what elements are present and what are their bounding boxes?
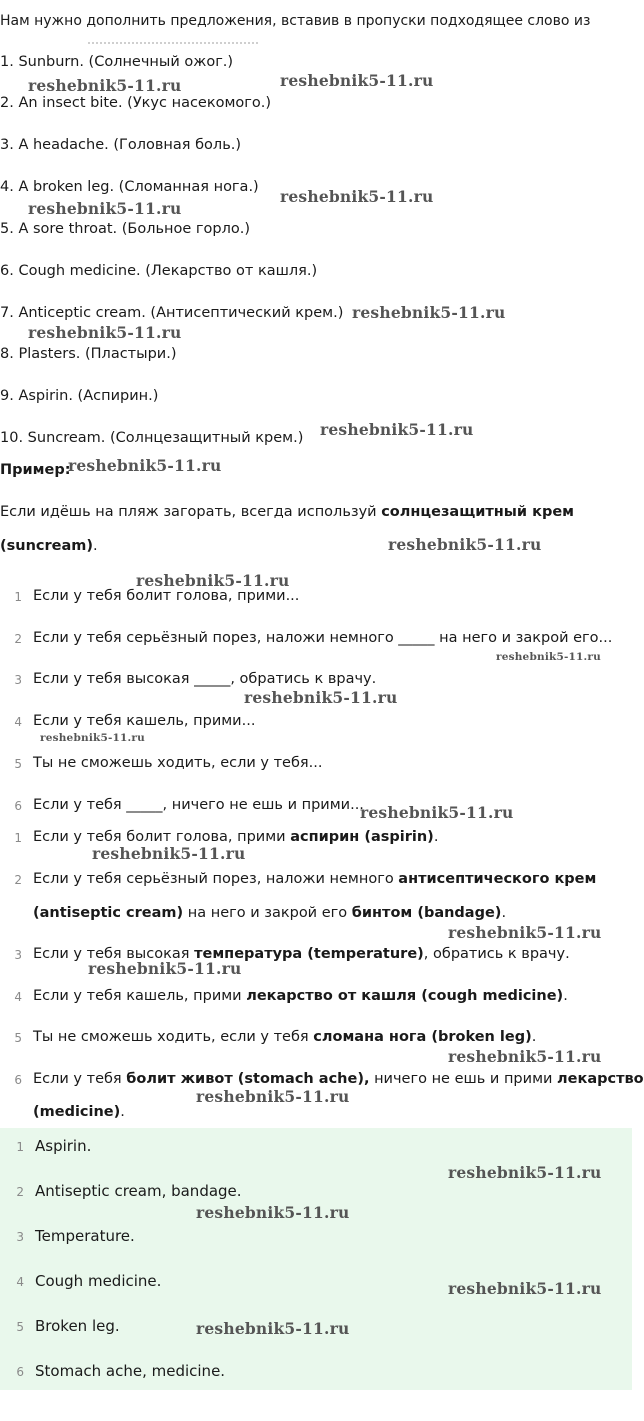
solution-text-cont: (medicine). (33, 1104, 125, 1120)
watermark: reshebnik5-11.ru (68, 456, 222, 475)
task-text: Если у тебя _____, ничего не ешь и прими... (33, 797, 364, 813)
vocab-item: 9. Aspirin. (Аспирин.) (0, 388, 159, 404)
vocab-item: 1. Sunburn. (Солнечный ожог.) (0, 54, 234, 70)
solution-text-cont: (antiseptic cream) на него и закрой его бинтом (bandage). (33, 905, 507, 921)
answer-text: Broken leg. (35, 1317, 120, 1335)
task-text: Если у тебя болит голова, прими... (33, 588, 300, 604)
solution-number: 6 (14, 1073, 22, 1087)
task-number: 2 (14, 632, 22, 646)
solution-number: 2 (14, 873, 22, 887)
vocab-item: 4. A broken leg. (Сломанная нога.) (0, 179, 259, 195)
watermark: reshebnik5-11.ru (196, 1203, 350, 1222)
solution-number: 4 (14, 990, 22, 1004)
solution-text: Если у тебя серьёзный порез, наложи немного антисептического крем (33, 871, 597, 887)
watermark: reshebnik5-11.ru (448, 1279, 602, 1298)
solution-text: Если у тебя болит голова, прими аспирин (aspirin). (33, 829, 439, 845)
vocab-item: 6. Cough medicine. (Лекарство от кашля.) (0, 263, 318, 279)
vocab-item: 2. An insect bite. (Укус насекомого.) (0, 95, 272, 111)
cut-off-line (88, 42, 258, 48)
task-number: 4 (14, 715, 22, 729)
watermark: reshebnik5-11.ru (136, 571, 290, 590)
watermark: reshebnik5-11.ru (28, 199, 182, 218)
example-label: Пример: (0, 462, 71, 478)
watermark: reshebnik5-11.ru (320, 420, 474, 439)
answer-text: Stomach ache, medicine. (35, 1362, 226, 1380)
watermark: reshebnik5-11.ru (360, 803, 514, 822)
task-text: Ты не сможешь ходить, если у тебя... (33, 755, 323, 771)
answer-number: 3 (16, 1230, 24, 1244)
answer-text: Antiseptic cream, bandage. (35, 1182, 242, 1200)
solution-text: Если у тебя высокая температура (temperature), обратись к врачу. (33, 946, 570, 962)
watermark: reshebnik5-11.ru (448, 1047, 602, 1066)
watermark: reshebnik5-11.ru (244, 688, 398, 707)
watermark: reshebnik5-11.ru (352, 303, 506, 322)
solution-text: Ты не сможешь ходить, если у тебя сломана нога (broken leg). (33, 1029, 537, 1045)
example-line-1: Если идёшь на пляж загорать, всегда используй солнцезащитный крем (0, 504, 575, 520)
watermark: reshebnik5-11.ru (448, 1163, 602, 1182)
task-text: Если у тебя серьёзный порез, наложи немного _____ на него и закрой его... (33, 630, 613, 646)
example-line-2: (suncream). (0, 538, 98, 554)
answer-number: 6 (16, 1365, 24, 1379)
vocab-item: 7. Anticeptic cream. (Антисептический крем.) (0, 305, 344, 321)
solution-number: 1 (14, 831, 22, 845)
solution-text: Если у тебя кашель, прими лекарство от кашля (cough medicine). (33, 988, 568, 1004)
watermark: reshebnik5-11.ru (280, 71, 434, 90)
watermark: reshebnik5-11.ru (40, 732, 145, 744)
watermark: reshebnik5-11.ru (496, 651, 601, 663)
watermark: reshebnik5-11.ru (388, 535, 542, 554)
watermark: reshebnik5-11.ru (280, 187, 434, 206)
watermark: reshebnik5-11.ru (28, 76, 182, 95)
task-number: 3 (14, 673, 22, 687)
watermark: reshebnik5-11.ru (88, 959, 242, 978)
answer-text: Aspirin. (35, 1137, 92, 1155)
task-number: 5 (14, 757, 22, 771)
answer-number: 2 (16, 1185, 24, 1199)
vocab-item: 3. A headache. (Головная боль.) (0, 137, 242, 153)
task-number: 6 (14, 799, 22, 813)
task-number: 1 (14, 590, 22, 604)
intro-text: Нам нужно дополнить предложения, вставив в пропуски подходящее слово из (0, 13, 591, 29)
answer-text: Temperature. (35, 1227, 135, 1245)
answer-number: 5 (16, 1320, 24, 1334)
solution-text: Если у тебя болит живот (stomach ache), ничего не ешь и прими лекарство (33, 1071, 644, 1087)
watermark: reshebnik5-11.ru (196, 1319, 350, 1338)
answer-number: 4 (16, 1275, 24, 1289)
task-text: Если у тебя кашель, прими... (33, 713, 256, 729)
watermark: reshebnik5-11.ru (28, 323, 182, 342)
solution-number: 3 (14, 948, 22, 962)
answer-number: 1 (16, 1140, 24, 1154)
answer-text: Cough medicine. (35, 1272, 162, 1290)
vocab-item: 8. Plasters. (Пластыри.) (0, 346, 177, 362)
watermark: reshebnik5-11.ru (196, 1087, 350, 1106)
watermark: reshebnik5-11.ru (92, 844, 246, 863)
vocab-item: 10. Suncream. (Солнцезащитный крем.) (0, 430, 304, 446)
vocab-item: 5. A sore throat. (Больное горло.) (0, 221, 251, 237)
solution-number: 5 (14, 1031, 22, 1045)
watermark: reshebnik5-11.ru (448, 923, 602, 942)
task-text: Если у тебя высокая _____, обратись к врачу. (33, 671, 377, 687)
